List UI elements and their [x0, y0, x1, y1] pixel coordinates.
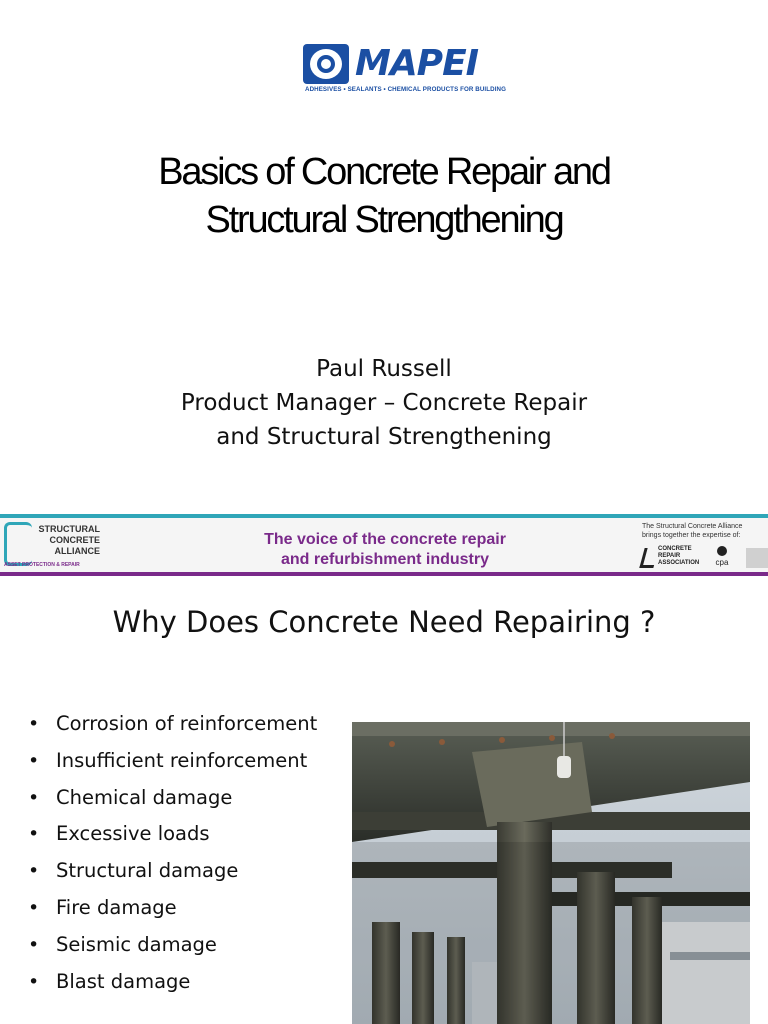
alliance-banner [0, 514, 768, 576]
bullet-icon: • [28, 933, 40, 956]
list-item [28, 816, 317, 853]
damage-causes-list [28, 706, 317, 1000]
sca-subtitle: ASSET PROTECTION & REPAIR [4, 562, 80, 568]
bullet-icon: • [28, 786, 40, 809]
list-item [28, 890, 317, 927]
mapei-tagline: ADHESIVES • SEALANTS • CHEMICAL PRODUCTS FOR BUILDING [305, 86, 506, 93]
mapei-logo [303, 42, 506, 98]
slogan-line-1: The voice of the concrete repair [264, 531, 506, 548]
list-item-text: Chemical damage [56, 785, 233, 809]
bullet-icon: • [28, 823, 40, 846]
author-role-line-1: Product Manager – Concrete Repair [180, 390, 588, 416]
cra-line-1: CONCRETE [658, 546, 692, 552]
page-title [0, 148, 768, 244]
section-heading: Why Does Concrete Need Repairing ? [112, 605, 656, 639]
mapei-logo-icon [303, 44, 349, 84]
cpa-logo [708, 546, 736, 570]
list-item [28, 743, 317, 780]
cra-logo-icon [639, 548, 658, 568]
list-item [28, 853, 317, 890]
list-item [28, 964, 317, 1001]
banner-right-line-2: brings together the expertise of: [642, 532, 741, 539]
cra-line-3: ASSOCIATION [658, 560, 700, 566]
list-item-text: Structural damage [56, 859, 239, 883]
cra-logo [642, 546, 698, 570]
list-item [28, 706, 317, 743]
cpa-logo-icon [717, 546, 727, 556]
sca-name-line-3: ALLIANCE [54, 546, 100, 556]
list-item-text: Excessive loads [56, 822, 210, 846]
author-block [0, 352, 768, 454]
cra-logo-text [658, 546, 699, 567]
partner-logo-placeholder [746, 548, 768, 568]
sca-name-line-2: CONCRETE [49, 535, 100, 545]
list-item-text: Corrosion of reinforcement [56, 712, 318, 735]
slogan-line-2: and refurbishment industry [280, 551, 490, 568]
title-line-1: Basics of Concrete Repair and [158, 151, 610, 193]
sca-logo-icon [4, 522, 32, 566]
list-item-text: Fire damage [56, 895, 177, 919]
title-line-2: Structural Strengthening [205, 199, 563, 241]
list-item-text: Insufficient reinforcement [56, 748, 308, 772]
list-item [28, 780, 317, 817]
list-item-text: Seismic damage [56, 932, 217, 956]
deteriorated-concrete-pier-photo-icon [352, 722, 750, 1024]
author-role-line-2: and Structural Strengthening [216, 424, 552, 450]
banner-slogan [200, 530, 570, 570]
sca-name [30, 524, 100, 557]
bullet-icon: • [28, 896, 40, 919]
cra-line-2: REPAIR [658, 553, 681, 559]
bullet-icon: • [28, 860, 40, 883]
author-name: Paul Russell [316, 356, 452, 382]
bullet-icon: • [28, 749, 40, 772]
banner-right-text [642, 522, 768, 540]
list-item [28, 927, 317, 964]
bullet-icon: • [28, 713, 40, 735]
list-item-text: Blast damage [56, 969, 191, 993]
bullet-icon: • [28, 970, 40, 993]
concrete-pier-photo [352, 722, 750, 1024]
banner-right-line-1: The Structural Concrete Alliance [642, 523, 743, 530]
mapei-wordmark: MAPEI [355, 43, 479, 84]
cpa-logo-text: cpa [715, 558, 729, 567]
sca-name-line-1: STRUCTURAL [38, 524, 100, 534]
